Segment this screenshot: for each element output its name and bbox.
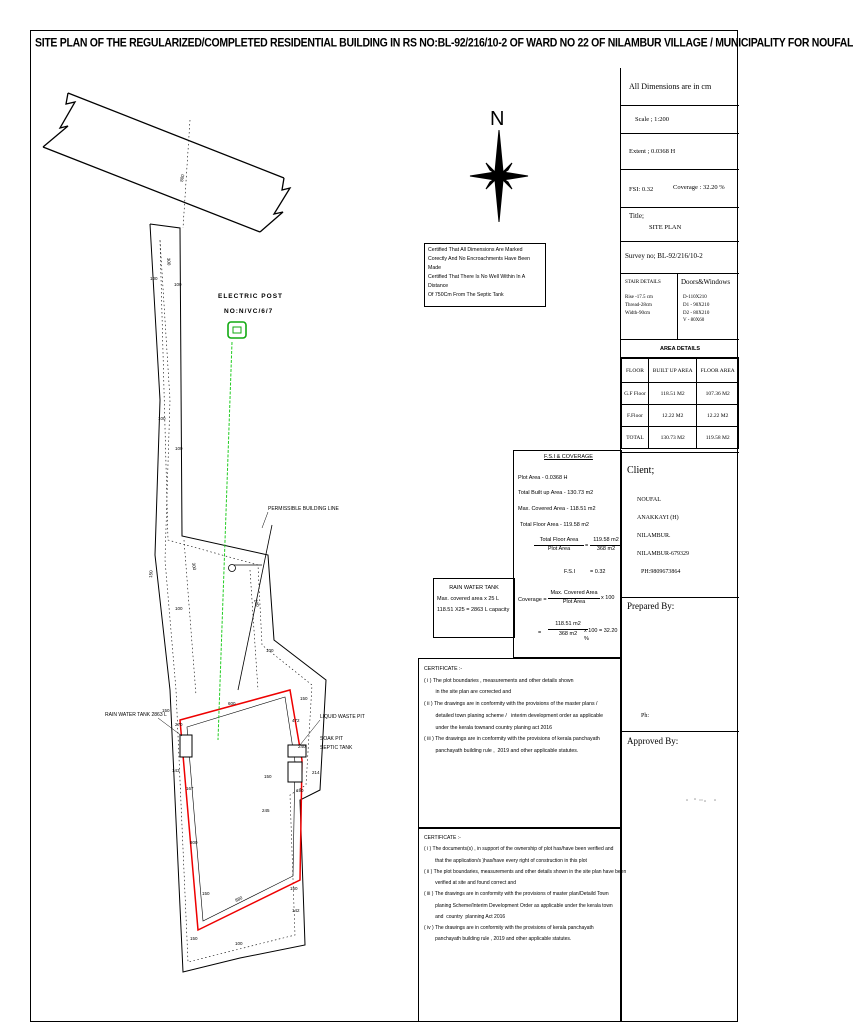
approved-by-label: Approved By: (627, 736, 679, 746)
electric-post-icon (228, 322, 246, 338)
fsi-label: F.S.I (564, 569, 576, 575)
svg-text:143: 143 (172, 768, 180, 773)
door-line: V - 80X60 (683, 318, 705, 324)
svg-text:300: 300 (191, 562, 198, 571)
client-line: ANAKKAYI (H) (637, 515, 679, 521)
svg-text:190: 190 (296, 788, 304, 793)
survey-number: Survey no; BL-92/216/10-2 (625, 252, 703, 260)
fsi-heading: F.S.I & COVERAGE (544, 454, 593, 460)
svg-text:472: 472 (292, 718, 300, 723)
area-cell: G.F Floor (622, 383, 649, 405)
title-value: SITE PLAN (649, 224, 682, 231)
svg-text:245: 245 (262, 808, 270, 813)
svg-text:150: 150 (162, 708, 170, 713)
title-label: Title; (629, 212, 644, 220)
svg-text:270: 270 (175, 722, 183, 727)
certificate-1-line: panchayath building rule , 2019 and other applicable statutes. (424, 747, 579, 754)
svg-text:150: 150 (148, 570, 154, 579)
certified-note-box (424, 243, 546, 307)
septic-tank-label: SEPTIC TANK (320, 745, 353, 751)
certificate-1-line: under the kerala townand country planing act 2016 (424, 724, 553, 731)
client-line: NOUFAL (637, 497, 661, 503)
certified-note-line: Certified That All Dimensions Are Marked (428, 247, 523, 253)
svg-text:100: 100 (175, 606, 183, 611)
electric-post-label: ELECTRIC POST (218, 293, 284, 300)
cov-frac-times: x 100 (601, 595, 615, 601)
svg-text:800: 800 (179, 173, 186, 183)
permissible-building-line (229, 525, 273, 690)
svg-text:100: 100 (174, 282, 182, 287)
building-outline (180, 690, 302, 930)
svg-text:150: 150 (300, 696, 308, 701)
svg-text:100: 100 (150, 276, 158, 281)
area-cell: 107.36 M2 (697, 383, 739, 405)
certificate-2-line: planing Scheme/Interim Development Order as applicable under the kerala town (424, 902, 613, 909)
svg-text:214: 214 (312, 770, 320, 775)
area-cell: TOTAL (622, 427, 649, 449)
rain-water-line1: Max. covered area x 25 L (437, 596, 500, 602)
title-block (620, 68, 739, 1022)
rain-water-tank-label: RAIN WATER TANK 2863 L (105, 712, 167, 718)
fsi-value: = 0.32 (590, 569, 606, 575)
area-col-floor-area: FLOOR AREA (697, 359, 739, 383)
certificate-2-line: and country planning Act 2016 (424, 913, 506, 920)
stamp-mark (683, 792, 719, 802)
client-line: NILAMBUR-679329 (637, 551, 689, 557)
fsi-total-built-up: Total Built up Area - 130.73 m2 (518, 490, 594, 496)
soak-pit-label: SOAK PIT (320, 736, 344, 742)
doors-heading: Doors&Windows (681, 278, 731, 286)
area-col-floor: FLOOR (622, 359, 649, 383)
door-line: D-110X210 (683, 295, 707, 300)
coverage-text: Coverage : 32.20 % (673, 184, 725, 191)
area-heading: AREA DETAILS (659, 346, 701, 352)
coverage-label: Coverage = (518, 597, 547, 603)
area-cell: 130.73 M2 (648, 427, 696, 449)
permissible-line-marker (229, 565, 236, 572)
stair-line: Thread-28cm (625, 302, 652, 308)
dimensions-note: All Dimensions are in cm (629, 82, 712, 91)
certificate-2-line: that the application/s )has/have every right of construction in this plot (424, 857, 587, 864)
certificate-1-line: ( i ) The plot boundaries , measurements and other details shown (424, 677, 574, 684)
north-label: N (490, 108, 505, 130)
certificate-2-line: ( iii ) The drawings are in conformity with the provisions of master plan/Detaild Town (424, 891, 609, 898)
stair-line: Rise -17.5 cm (625, 295, 653, 300)
area-cell: 12.22 M2 (697, 405, 739, 427)
scale-text: Scale ; 1:200 (635, 116, 669, 123)
area-cell: 12.22 M2 (648, 405, 696, 427)
north-arrow-icon (470, 130, 528, 222)
svg-text:300: 300 (166, 257, 172, 266)
certificate-2-line: ( i ) The documents(s) , in support of the ownership of plot has/have been verified and (424, 846, 614, 853)
svg-text:150: 150 (290, 886, 298, 891)
cov-frac3-num: 118.51 m2 (548, 621, 588, 630)
cov-frac3-eq: = (538, 630, 542, 636)
certified-note-line: Certified That There Is No Well Within In A Distance (428, 274, 525, 290)
door-line: D2 - 80X210 (683, 310, 710, 316)
svg-text:100: 100 (235, 941, 243, 946)
rain-water-tank-shape (180, 735, 192, 757)
certificate-1-line: ( iii ) The drawings are in conformity with the provisions of kerala panchayath (424, 736, 600, 743)
certificate-1-line: in the site plan are corrected and (424, 689, 512, 696)
area-cell: 119.58 M2 (697, 427, 739, 449)
stair-line: Width-90cm (625, 310, 651, 316)
fsi-max-covered: Max. Covered Area - 118.51 m2 (518, 506, 596, 512)
setback-lines (160, 120, 312, 962)
svg-text:880: 880 (234, 895, 244, 903)
certificate-1-heading: CERTIFICATE :- (424, 666, 463, 672)
svg-text:800: 800 (190, 840, 198, 845)
cov-result: x 100 = 32.20 % (584, 628, 618, 642)
svg-text:100: 100 (158, 416, 166, 421)
certified-note-line: Corectly And No Encroachments Have Been Made (428, 256, 531, 272)
client-line: PH:9809673864 (641, 569, 681, 575)
certificate-2 (418, 828, 627, 1022)
certificate-2-line: verified at site and found correct and (424, 880, 516, 886)
certificate-2-line: ( iv ) The drawings are in conformity with the provisions of kerala panchayath (424, 925, 594, 931)
rain-water-line2: 118.51 X25 = 2863 L capacity (437, 607, 510, 613)
electric-post-number: NO:N/VC/6/7 (224, 308, 274, 315)
fsi-frac1-num: Total Floor Area (534, 537, 584, 546)
cov-frac-num: Max. Covered Area (548, 590, 600, 599)
liquid-waste-pit-label: LIQUID WASTE PIT (320, 714, 365, 720)
client-details (637, 491, 689, 581)
cov-frac3-den: 368 m2 (558, 631, 578, 637)
certificate-2-heading: CERTIFICATE :- (424, 835, 461, 841)
certificate-1-line: ( ii ) The drawings are in conformity with the provisions of the master plans / (424, 701, 598, 708)
svg-text:240: 240 (298, 744, 306, 749)
stair-details (625, 294, 653, 317)
fsi-frac1-vnum: 119.58 m2 (590, 537, 622, 546)
svg-text:167: 167 (186, 786, 194, 791)
rain-water-heading: RAIN WATER TANK (449, 585, 499, 591)
fsi-plot-area: Plot Area - 0.0368 H (518, 475, 568, 481)
ph-label: Ph: (641, 713, 650, 719)
svg-text:150: 150 (264, 774, 272, 779)
svg-text:600: 600 (228, 701, 236, 706)
certificate-1 (418, 658, 622, 828)
svg-text:150: 150 (190, 936, 198, 941)
fsi-coverage-box (513, 450, 622, 658)
certified-note-line: Of 750Cm From The Septic Tank (428, 292, 504, 299)
page-title: SITE PLAN OF THE REGULARIZED/COMPLETED RESIDENTIAL BUILDING IN RS NO:BL-92/216/10-2 OF WARD NO 22 OF NILAMBUR VILLAGE / MUNICIPALITY FOR NOUFAL (35, 36, 853, 50)
fsi-total-floor: Total Floor Area - 119.58 m2 (520, 522, 589, 528)
client-label: Client; (627, 465, 655, 476)
septic-tank-shape (288, 762, 302, 782)
cov-frac-den: Plot Area (562, 599, 586, 605)
area-cell: 118.51 M2 (648, 383, 696, 405)
rain-water-tank-box (433, 578, 515, 638)
permissible-building-line-label: PERMISSIBLE BUILDING LINE (268, 506, 339, 512)
fsi-text: FSI: 0.32 (629, 186, 654, 193)
client-line: NILAMBUR. (637, 533, 671, 539)
road (43, 93, 290, 232)
fsi-frac1-den: Plot Area (547, 546, 571, 552)
doors-details (683, 294, 709, 325)
door-line: D1 - 90X210 (683, 302, 710, 308)
area-col-built: BUILT UP AREA (648, 359, 696, 383)
svg-text:100: 100 (266, 648, 274, 653)
fsi-frac1-eq: = (585, 543, 589, 549)
electric-line (218, 342, 232, 740)
svg-text:142: 142 (292, 908, 300, 913)
stair-heading: STAIR DETAILS (625, 280, 661, 285)
certificate-2-line: panchayath building rule , 2019 and other applicable statutes. (424, 936, 572, 943)
prepared-by-label: Prepared By: (627, 601, 675, 611)
certificate-2-line: ( ii ) The plot boundaries, measurements and other details shown in the site plan have been (424, 868, 627, 875)
fsi-frac1-vden: 368 m2 (596, 546, 616, 552)
area-table (621, 358, 739, 449)
svg-text:150: 150 (202, 891, 210, 896)
extent-text: Extent ; 0.0368 H (629, 148, 676, 155)
svg-text:200: 200 (253, 598, 261, 608)
area-cell: F.Floor (622, 405, 649, 427)
svg-text:100: 100 (175, 446, 183, 451)
dimension-labels (148, 173, 320, 946)
certificate-1-line: detailed town planing scheme / interim development order as applicable (424, 712, 604, 719)
